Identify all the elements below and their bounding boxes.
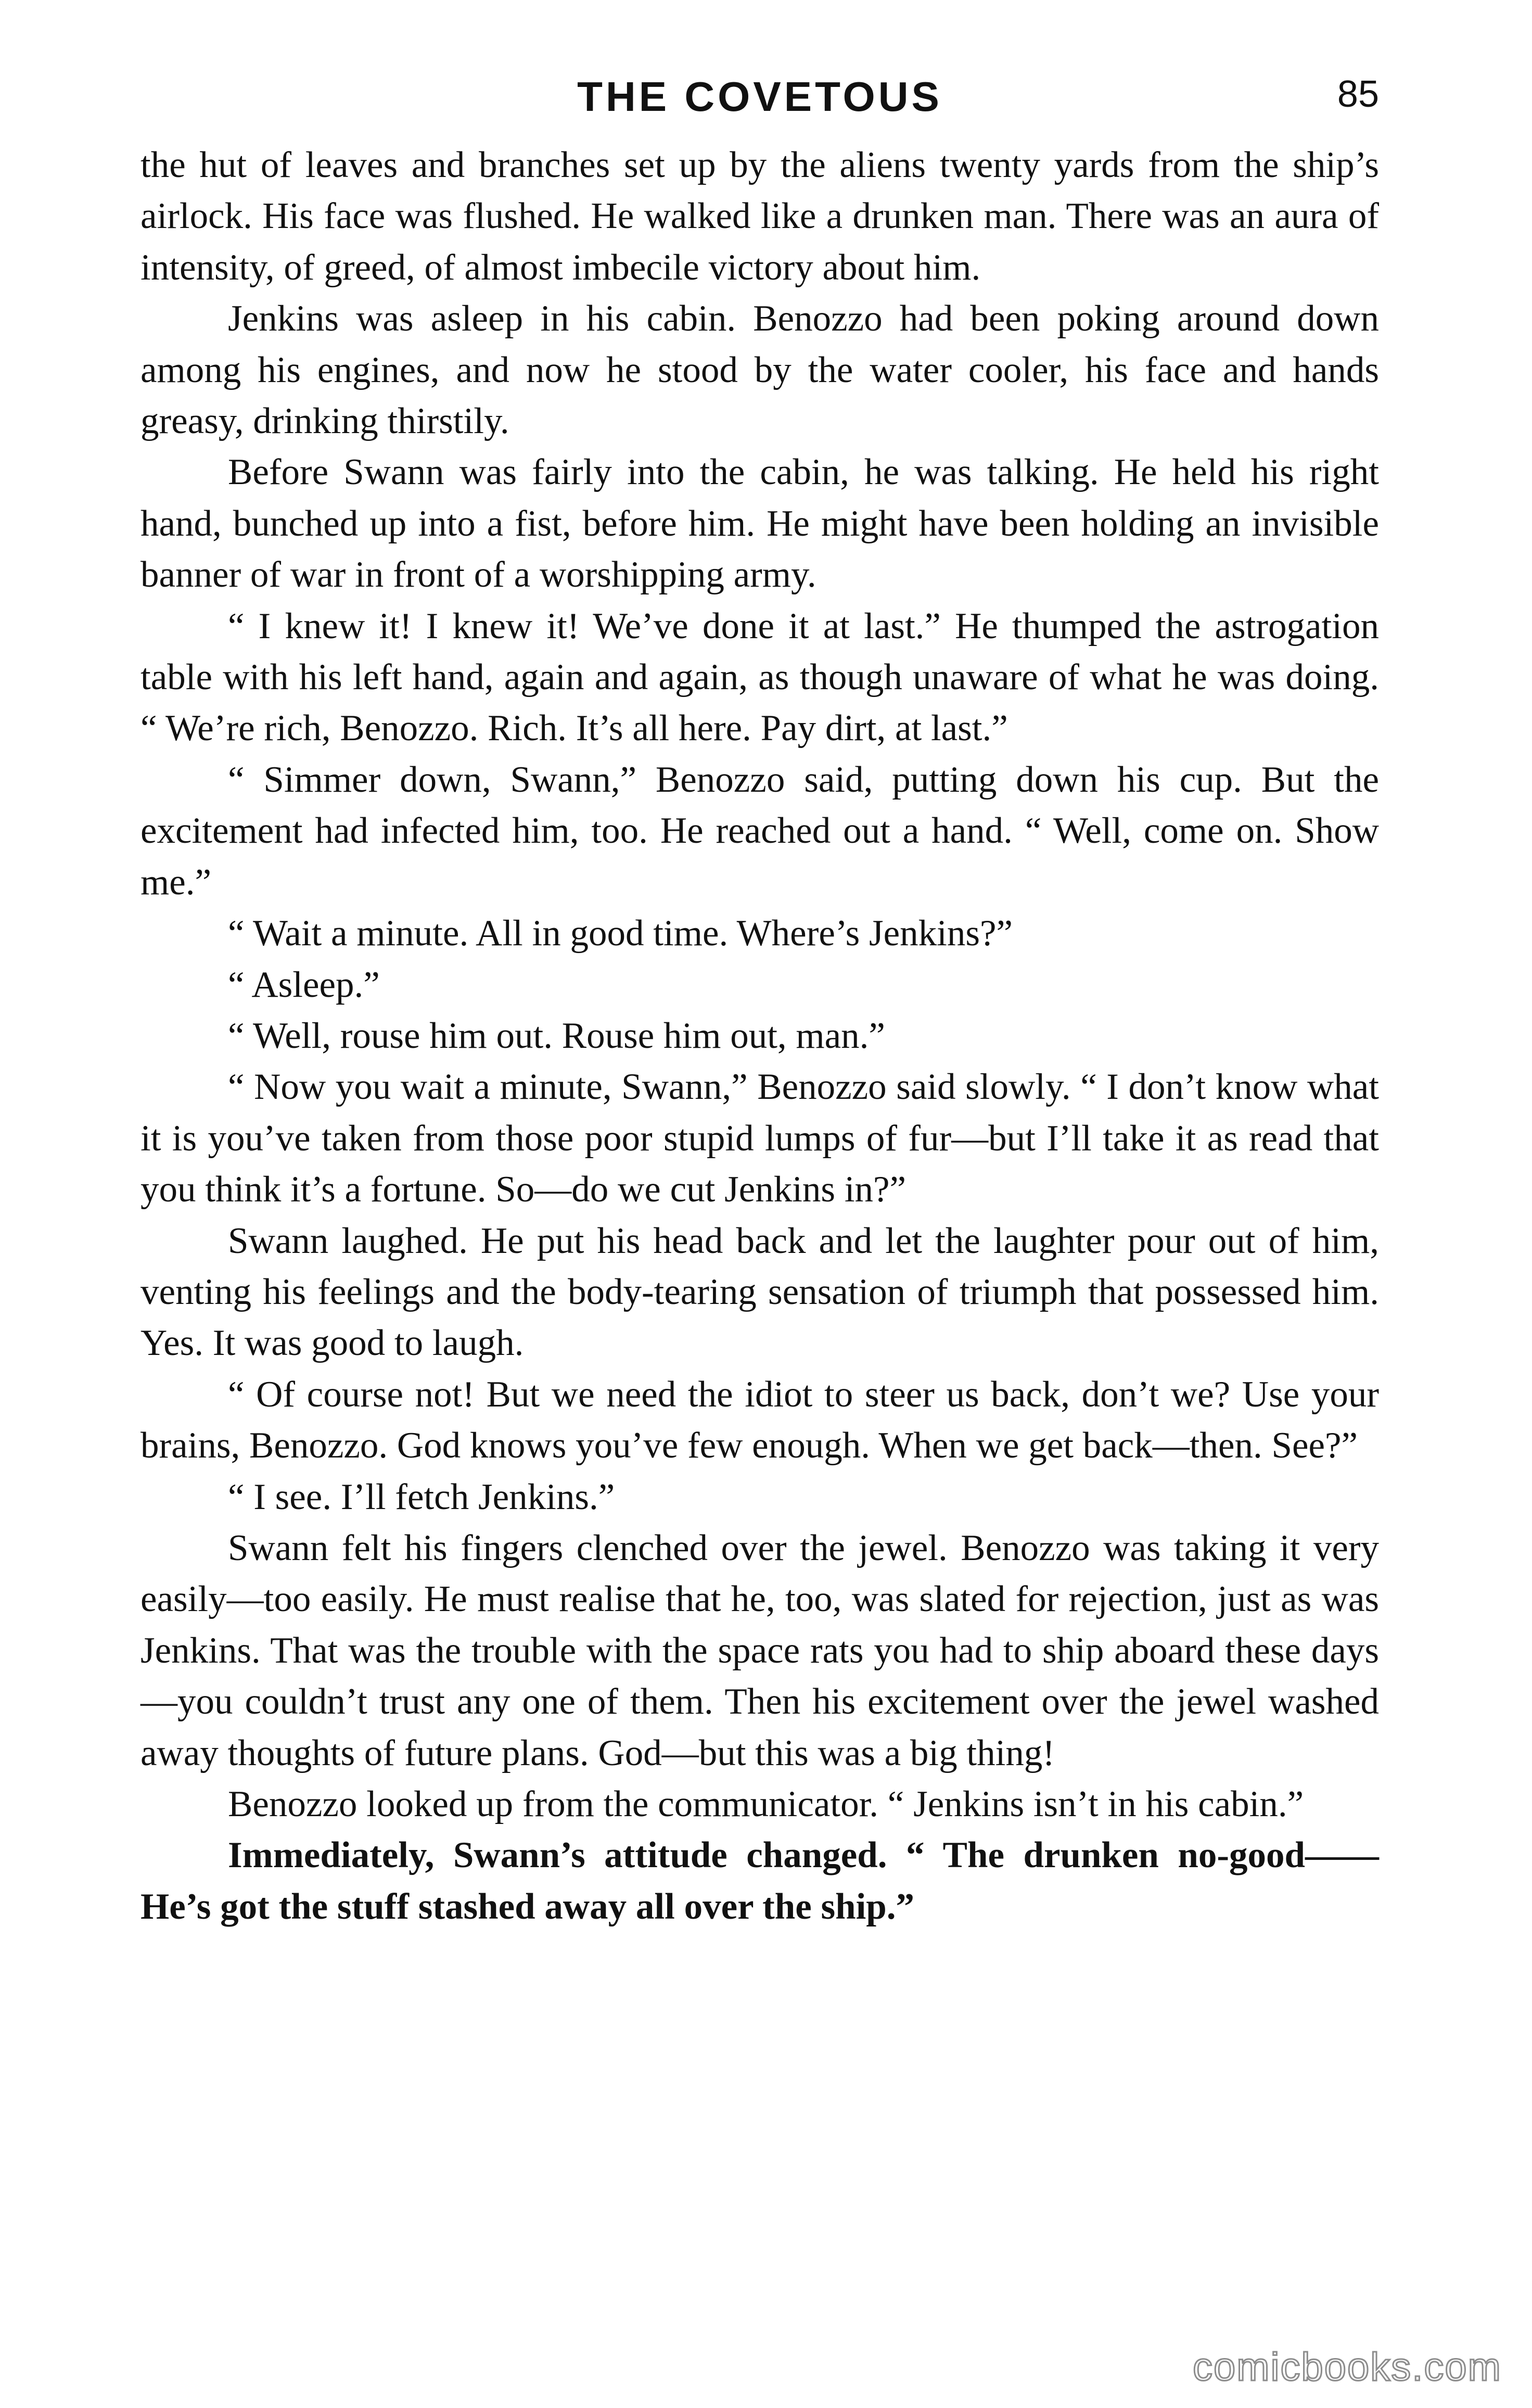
- paragraph: the hut of leaves and branches set up by the aliens twenty yards from the ship’s airlock. His face was flushed. He walked like a drunken man. There was an aura of intensity, of greed, of almost imbecile victory about him.: [141, 145, 1379, 288]
- running-title: THE COVETOUS: [577, 73, 942, 120]
- book-page: [141, 68, 1379, 1932]
- page-header: [141, 68, 1379, 125]
- paragraph: Swann laughed. He put his head back and let the laughter pour out of him, venting his feelings and the body-tearing sensation of triumph that possessed him. Yes. It was good to laugh.: [141, 1220, 1379, 1364]
- paragraph: Jenkins was asleep in his cabin. Benozzo had been poking around down among his engines, and now he stood by the water cooler, his face and hands greasy, drinking thirstily.: [141, 298, 1379, 442]
- watermark: comicbooks.com: [1193, 2345, 1502, 2389]
- paragraph: “ I knew it! I knew it! We’ve done it at last.” He thumped the astrogation table with his left hand, again and again, as though unaware of what he was doing. “ We’re rich, Benozzo. Rich. It’s all here. Pay dirt, at last.”: [141, 605, 1379, 749]
- paragraph: Before Swann was fairly into the cabin, he was talking. He held his right hand, bunched up into a fist, before him. He might have been holding an invisible banner of war in front of a worshipping army.: [141, 452, 1379, 595]
- paragraph: “ I see. I’ll fetch Jenkins.”: [228, 1476, 615, 1517]
- paragraph: Benozzo looked up from the communicator. “ Jenkins isn’t in his cabin.”: [228, 1784, 1304, 1824]
- body-text: [141, 140, 1379, 1932]
- paragraph: “ Wait a minute. All in good time. Where’s Jenkins?”: [228, 913, 1013, 954]
- paragraph: “ Now you wait a minute, Swann,” Benozzo said slowly. “ I don’t know what it is you’ve taken from those poor stupid lumps of fur—but I’ll take it as read that you think it’s a fortune. So—do we cut Jenkins in?”: [141, 1067, 1379, 1210]
- page-number: 85: [1337, 73, 1379, 115]
- paragraph: Swann felt his fingers clenched over the jewel. Benozzo was taking it very easily—too easily. He must realise that he, too, was slated for rejection, just as was Jenkins. That was the trouble with the space rats you had to ship aboard these days—you couldn’t trust any one of them. Then his excitement over the jewel washed away thoughts of future plans. God—but this was a big thing!: [141, 1527, 1379, 1773]
- paragraph: “ Well, rouse him out. Rouse him out, man.”: [228, 1015, 885, 1056]
- paragraph: “ Simmer down, Swann,” Benozzo said, putting down his cup. But the excitement had infected him, too. He reached out a hand. “ Well, come on. Show me.”: [141, 759, 1379, 903]
- paragraph: Immediately, Swann’s attitude changed. “ The drunken no-good—— He’s got the stuff stashed away all over the ship.”: [141, 1835, 1379, 1927]
- paragraph: “ Of course not! But we need the idiot to steer us back, don’t we? Use your brains, Benozzo. God knows you’ve few enough. When we get back—then. See?”: [141, 1374, 1379, 1466]
- paragraph: “ Asleep.”: [228, 964, 380, 1005]
